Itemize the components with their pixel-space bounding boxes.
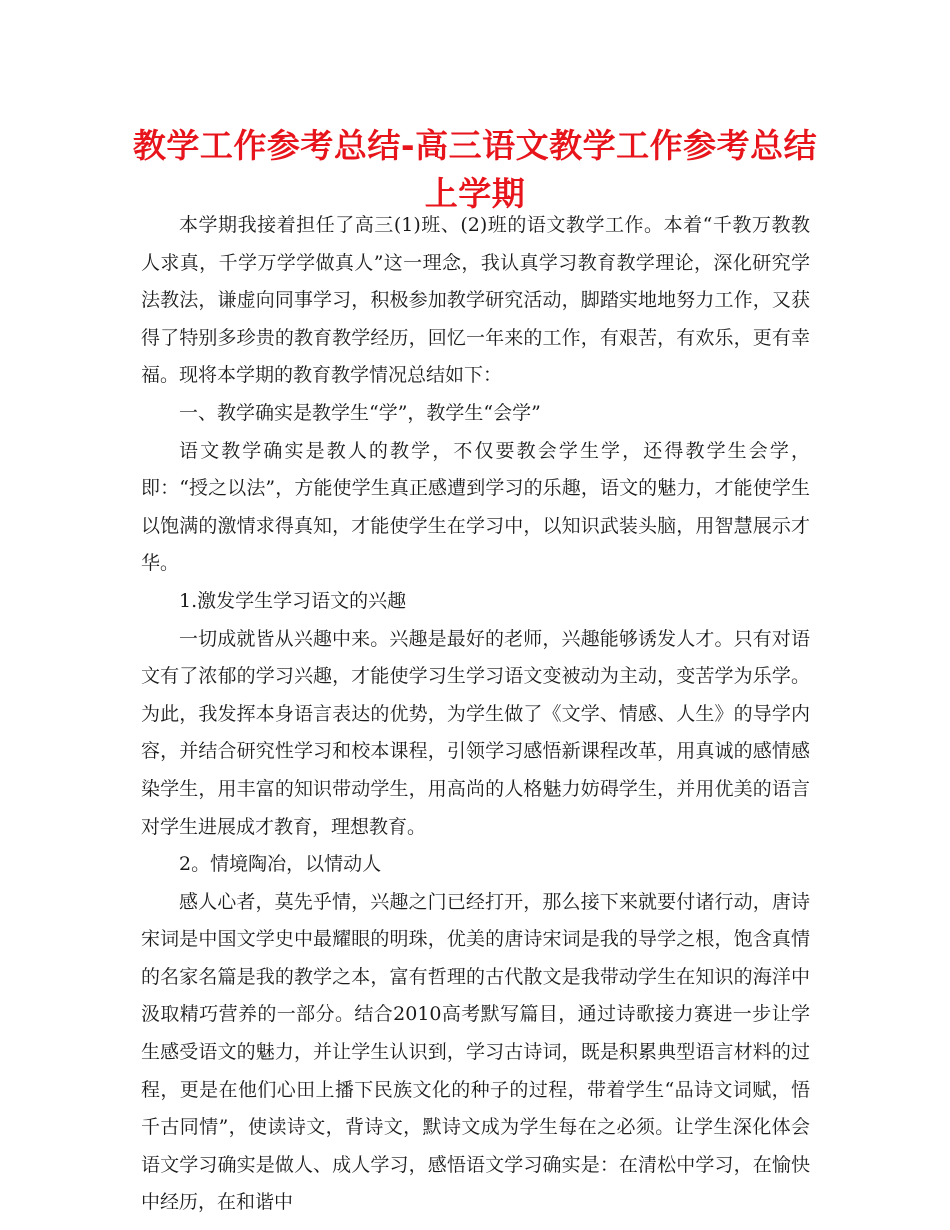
document-title: 教学工作参考总结-高三语文教学工作参考总结上学期 — [132, 126, 818, 213]
document-body — [141, 207, 810, 1222]
heading-subsection-two: 2。情境陶冶，以情动人 — [179, 853, 382, 876]
paragraph-intro: 本学期我接着担任了高三(1)班、(2)班的语文教学工作。本着“千教万教教人求真，千学万学学做真人”这一理念，我认真学习教育教学理论，深化研究学法教法，谦虚向同事学习，积极参加教学研究活动，脚踏实地地努力工作，又获得了特别多珍贵的教育教学经历，回忆一年来的工作，有艰苦，有欢乐，更有幸福。现将本学期的教育教学情况总结如下： — [141, 214, 810, 387]
heading-section-one: 一、教学确实是教学生“学”，教学生“会学” — [179, 401, 541, 424]
paragraph-subsection-two: 感人心者，莫先乎情，兴趣之门已经打开，那么接下来就要付诸行动，唐诗宋词是中国文学史中最耀眼的明珠，优美的唐诗宋词是我的导学之根，饱含真情的名家名篇是我的教学之本，富有哲理的古代散文是我带动学生在知识的海洋中汲取精巧营养的一部分。结合2010高考默写篇目，通过诗歌接力赛进一步让学生感受语文的魅力，并让学生认识到，学习古诗词，既是积累典型语言材料的过程，更是在他们心田上播下民族文化的种子的过程，带着学生“品诗文词赋，悟千古同情”，使读诗文，背诗文，默诗文成为学生每在之必须。让学生深化体会语文学习确实是做人、成人学习，感悟语文学习确实是：在清松中学习，在愉快中经历，在和谐中 — [141, 890, 810, 1214]
paragraph-subsection-one: 一切成就皆从兴趣中来。兴趣是最好的老师，兴趣能够诱发人才。只有对语文有了浓郁的学习兴趣，才能使学习生学习语文变被动为主动，变苦学为乐学。为此，我发挥本身语言表达的优势，为学生做了《文学、情感、人生》的导学内容，并结合研究性学习和校本课程，引领学习感悟新课程改革，用真诚的感情感染学生，用丰富的知识带动学生，用高尚的人格魅力妨碍学生，并用优美的语言对学生进展成才教育，理想教育。 — [141, 627, 810, 838]
paragraph-section-one: 语文教学确实是教人的教学，不仅要教会学生学，还得教学生会学，即：“授之以法”，方能使学生真正感遭到学习的乐趣，语文的魅力，才能使学生以饱满的激情求得真知，才能使学生在学习中，以知识武装头脑，用智慧展示才华。 — [141, 439, 810, 575]
heading-subsection-one: 1.激发学生学习语文的兴趣 — [179, 589, 407, 612]
